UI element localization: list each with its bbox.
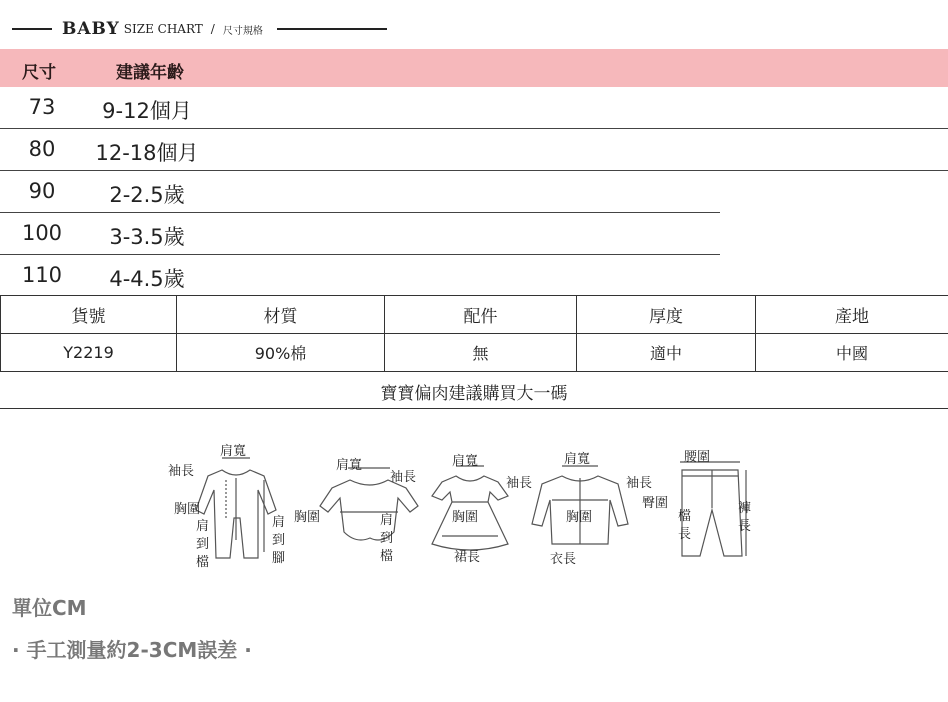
dress-sleeve-label: 袖長 bbox=[506, 476, 533, 491]
item-number-value: Y2219 bbox=[1, 334, 177, 372]
size-value: 73 bbox=[28, 95, 56, 119]
thickness-value: 適中 bbox=[577, 334, 756, 372]
size-advice-note: 寶寶偏肉建議購買大一碼 bbox=[0, 371, 948, 409]
top-shoulder-label: 肩寬 bbox=[564, 452, 591, 467]
accessories-value: 無 bbox=[385, 334, 577, 372]
dress-shoulder-label: 肩寬 bbox=[452, 454, 479, 469]
size-row bbox=[0, 255, 948, 297]
bodysuit-shoulder-label: 肩寬 bbox=[336, 458, 363, 473]
pants-hip-label: 臀圍 bbox=[642, 496, 669, 511]
material-header: 材質 bbox=[177, 296, 385, 334]
age-value: 3-3.5歲 bbox=[109, 225, 185, 249]
header-rule-right bbox=[277, 28, 387, 30]
size-value: 100 bbox=[21, 221, 63, 245]
product-info-table bbox=[0, 295, 948, 372]
age-value: 9-12個月 bbox=[102, 99, 192, 123]
age-value: 2-2.5歲 bbox=[109, 183, 185, 207]
top-length-label: 衣長 bbox=[550, 552, 577, 567]
size-value: 90 bbox=[28, 179, 56, 203]
bodysuit-sleeve-label: 袖長 bbox=[390, 470, 417, 485]
size-row bbox=[0, 87, 948, 129]
size-chart-subtitle: SIZE CHART bbox=[123, 22, 203, 36]
size-row bbox=[0, 171, 948, 213]
size-column-header: 尺寸 bbox=[22, 63, 56, 83]
info-header-row bbox=[1, 296, 948, 334]
age-column-header: 建議年齡 bbox=[116, 63, 184, 83]
brand-title: BABY bbox=[62, 19, 120, 39]
dress-length-label: 裙長 bbox=[454, 550, 481, 565]
romper-sleeve-label: 袖長 bbox=[168, 464, 195, 479]
top-illustration bbox=[532, 466, 628, 544]
measurement-diagrams bbox=[160, 440, 760, 580]
romper-shoulder-label: 肩寬 bbox=[220, 444, 247, 459]
pants-rise-label: 檔長 bbox=[678, 509, 692, 542]
pants-waist-label: 腰圍 bbox=[684, 450, 711, 465]
info-value-row bbox=[1, 334, 948, 372]
size-table-header bbox=[0, 49, 948, 87]
romper-shoulder-foot-label: 肩到腳 bbox=[272, 515, 286, 566]
header-slash: / bbox=[210, 22, 215, 36]
romper-shoulder-crotch-label: 肩到檔 bbox=[196, 519, 210, 570]
romper-chest-label: 胸圍 bbox=[174, 502, 201, 517]
top-chest-label: 胸圍 bbox=[566, 510, 593, 525]
size-row bbox=[0, 129, 948, 171]
size-chart-subtitle-zh: 尺寸規格 bbox=[222, 25, 263, 37]
measurement-error-note: · 手工測量約2-3CM誤差 · bbox=[12, 638, 252, 662]
bodysuit-chest-label: 胸圍 bbox=[294, 510, 321, 525]
age-value: 4-4.5歲 bbox=[109, 267, 185, 291]
accessories-header: 配件 bbox=[385, 296, 577, 334]
bodysuit-shoulder-crotch-label: 肩到檔 bbox=[380, 513, 394, 564]
header-rule-left bbox=[12, 28, 52, 30]
thickness-header: 厚度 bbox=[577, 296, 756, 334]
origin-header: 產地 bbox=[756, 296, 948, 334]
size-value: 80 bbox=[28, 137, 56, 161]
origin-value: 中國 bbox=[756, 334, 948, 372]
material-value: 90%棉 bbox=[177, 334, 385, 372]
item-number-header: 貨號 bbox=[1, 296, 177, 334]
age-value: 12-18個月 bbox=[95, 141, 199, 165]
unit-label: 單位CM bbox=[12, 596, 87, 620]
pants-length-label: 褲長 bbox=[738, 501, 752, 534]
size-value: 110 bbox=[21, 263, 63, 287]
chart-header bbox=[12, 14, 387, 44]
dress-chest-label: 胸圍 bbox=[452, 510, 479, 525]
size-row bbox=[0, 213, 948, 255]
top-sleeve-label: 袖長 bbox=[626, 476, 653, 491]
